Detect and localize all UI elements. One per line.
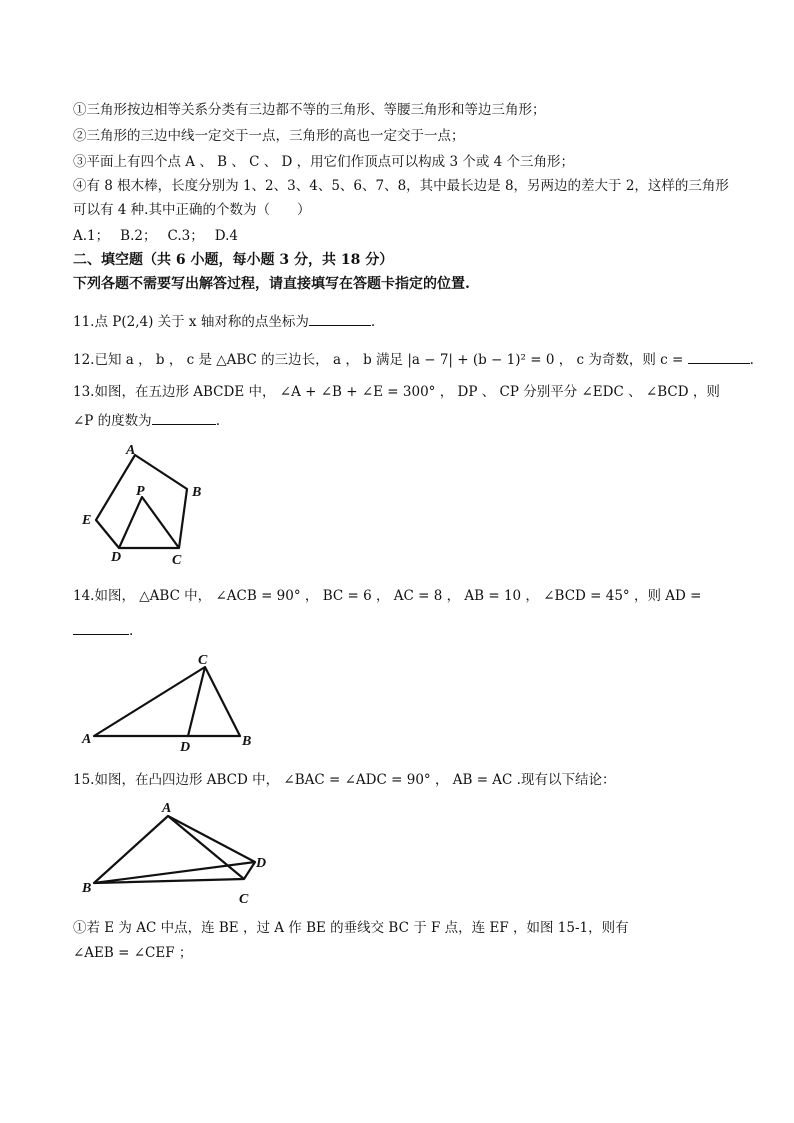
label-C: C bbox=[172, 553, 182, 568]
figure-pentagon bbox=[78, 440, 218, 570]
q11-text: 11.点 P(2,4) 关于 x 轴对称的点坐标为 bbox=[73, 314, 309, 330]
question-14-cont bbox=[73, 620, 133, 640]
q12-blank[interactable] bbox=[688, 349, 750, 364]
statement-4-cont: 可以有 4 种.其中正确的个数为（ ） bbox=[73, 202, 311, 218]
q14-end: . bbox=[129, 623, 134, 639]
conclusion-1-cont: ∠AEB = ∠CEF ； bbox=[73, 945, 193, 961]
label-E: E bbox=[82, 513, 92, 528]
q12-end: . bbox=[749, 352, 754, 368]
figure-right-triangle bbox=[80, 650, 270, 760]
label-B: B bbox=[242, 734, 252, 749]
bisector-lines bbox=[119, 497, 179, 548]
label-A: A bbox=[126, 443, 136, 458]
q13-text: ∠P 的度数为 bbox=[73, 413, 152, 429]
label-B: B bbox=[192, 485, 202, 500]
triangle-ABC bbox=[94, 667, 240, 736]
segment-CD bbox=[188, 667, 205, 736]
question-13-cont bbox=[73, 410, 220, 430]
label-C: C bbox=[239, 892, 249, 907]
q14-blank[interactable] bbox=[73, 620, 129, 635]
label-C: C bbox=[198, 653, 208, 668]
statement-2: ②三角形的三边中线一定交于一点，三角形的高也一定交于一点； bbox=[73, 128, 465, 144]
label-D: D bbox=[180, 740, 191, 755]
question-12 bbox=[73, 349, 754, 369]
label-P: P bbox=[136, 484, 145, 499]
statement-4: ④有 8 根木棒，长度分别为 1、2、3、4、5、6、7、8，其中最长边是 8，另两边的差大于 2，这样的三角形 bbox=[73, 178, 729, 194]
diagonal-AC bbox=[168, 816, 244, 879]
question-11 bbox=[73, 311, 375, 331]
label-D: D bbox=[111, 550, 122, 565]
question-15: 15.如图，在凸四边形 ABCD 中， ∠BAC = ∠ADC = 90° ， AB = AC .现有以下结论： bbox=[73, 772, 616, 788]
q11-blank[interactable] bbox=[309, 311, 371, 326]
label-A: A bbox=[82, 732, 92, 747]
answer-options: A.1； B.2； C.3； D.4 bbox=[73, 228, 239, 244]
figure-quadrilateral bbox=[80, 795, 280, 910]
q12-text: 12.已知 a ， b ， c 是 △ABC 的三边长， a ， b 满足 |a − 7| + (b − 1)² = 0 ， c 为奇数，则 c = bbox=[73, 352, 688, 368]
q13-end: . bbox=[215, 413, 220, 429]
conclusion-1: ①若 E 为 AC 中点，连 BE ，过 A 作 BE 的垂线交 BC 于 F 点，连 EF ，如图 15-1，则有 bbox=[73, 920, 629, 936]
question-14: 14.如图， △ABC 中， ∠ACB = 90° ， BC = 6 ， AC = 8 ， AB = 10 ， ∠BCD = 45° ，则 AD = bbox=[73, 588, 702, 604]
statement-1: ①三角形按边相等关系分类有三边都不等的三角形、等腰三角形和等边三角形； bbox=[73, 102, 546, 118]
label-D: D bbox=[256, 856, 267, 871]
q11-end: . bbox=[370, 314, 376, 330]
statement-3: ③平面上有四个点 A 、 B 、 C 、 D ，用它们作顶点可以构成 3 个或 4 个三角形； bbox=[73, 154, 574, 170]
q13-blank[interactable] bbox=[152, 410, 216, 425]
section-instruction: 下列各题不需要写出解答过程，请直接填写在答题卡指定的位置. bbox=[73, 276, 470, 292]
label-B: B bbox=[82, 881, 92, 896]
section-heading: 二、填空题（共 6 小题，每小题 3 分，共 18 分） bbox=[73, 252, 394, 268]
question-13: 13.如图，在五边形 ABCDE 中， ∠A + ∠B + ∠E = 300° ， DP 、 CP 分别平分 ∠EDC 、 ∠BCD ，则 bbox=[73, 384, 720, 400]
label-A: A bbox=[162, 801, 172, 816]
pentagon-shape bbox=[96, 455, 187, 548]
